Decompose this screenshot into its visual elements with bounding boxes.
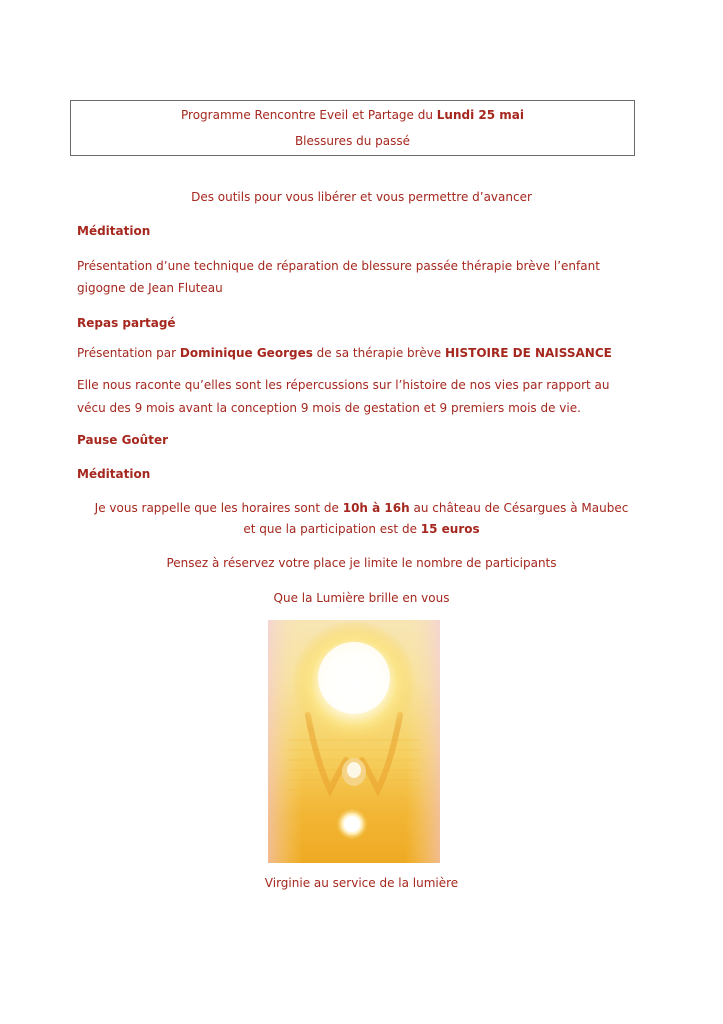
light-illustration-svg (268, 620, 440, 863)
presenter-name: Dominique Georges (179, 346, 313, 360)
price-prefix: et que la participation est de (243, 522, 421, 536)
intro-text: Des outils pour vous libérer et vous permettre d’avancer (191, 190, 532, 204)
signature: Virginie au service de la lumière (264, 876, 459, 890)
presentation1-line2: gigogne de Jean Fluteau (77, 281, 223, 295)
schedule-prefix: Je vous rappelle que les horaires sont de (94, 501, 343, 515)
light-illustration (268, 620, 440, 863)
therapy-title: HISTOIRE DE NAISSANCE (445, 346, 612, 360)
closing-text: Que la Lumière brille en vous (273, 591, 450, 605)
heading-meditation-2: Méditation (77, 467, 151, 481)
story-line2: vécu des 9 mois avant la conception 9 mois de gestation et 9 premiers mois de vie. (77, 401, 581, 415)
program-title-prefix: Programme Rencontre Eveil et Partage du (181, 108, 437, 122)
schedule-location: au château de Césargues à Maubec (409, 501, 629, 515)
reserve-text: Pensez à réservez votre place je limite le nombre de participants (166, 556, 557, 570)
schedule-time: 10h à 16h (342, 501, 410, 515)
heading-repas: Repas partagé (77, 316, 176, 330)
presentation2-middle: de sa thérapie brève (312, 346, 446, 360)
presentation1-line1: Présentation d’une technique de réparation de blessure passée thérapie brève l’enfant (77, 259, 600, 273)
presentation2-prefix: Présentation par (77, 346, 180, 360)
heading-meditation-1: Méditation (77, 224, 151, 238)
price-line (0, 518, 723, 540)
schedule-line (0, 497, 723, 519)
program-title (71, 108, 634, 122)
program-date: Lundi 25 mai (436, 108, 524, 122)
header-box (70, 100, 635, 156)
program-subtitle: Blessures du passé (294, 134, 411, 148)
story-line1: Elle nous raconte qu’elles sont les répercussions sur l’histoire de nos vies par rapport au (77, 378, 610, 392)
presentation2 (77, 342, 612, 364)
price-value: 15 euros (420, 522, 480, 536)
heading-pause: Pause Goûter (77, 433, 169, 447)
